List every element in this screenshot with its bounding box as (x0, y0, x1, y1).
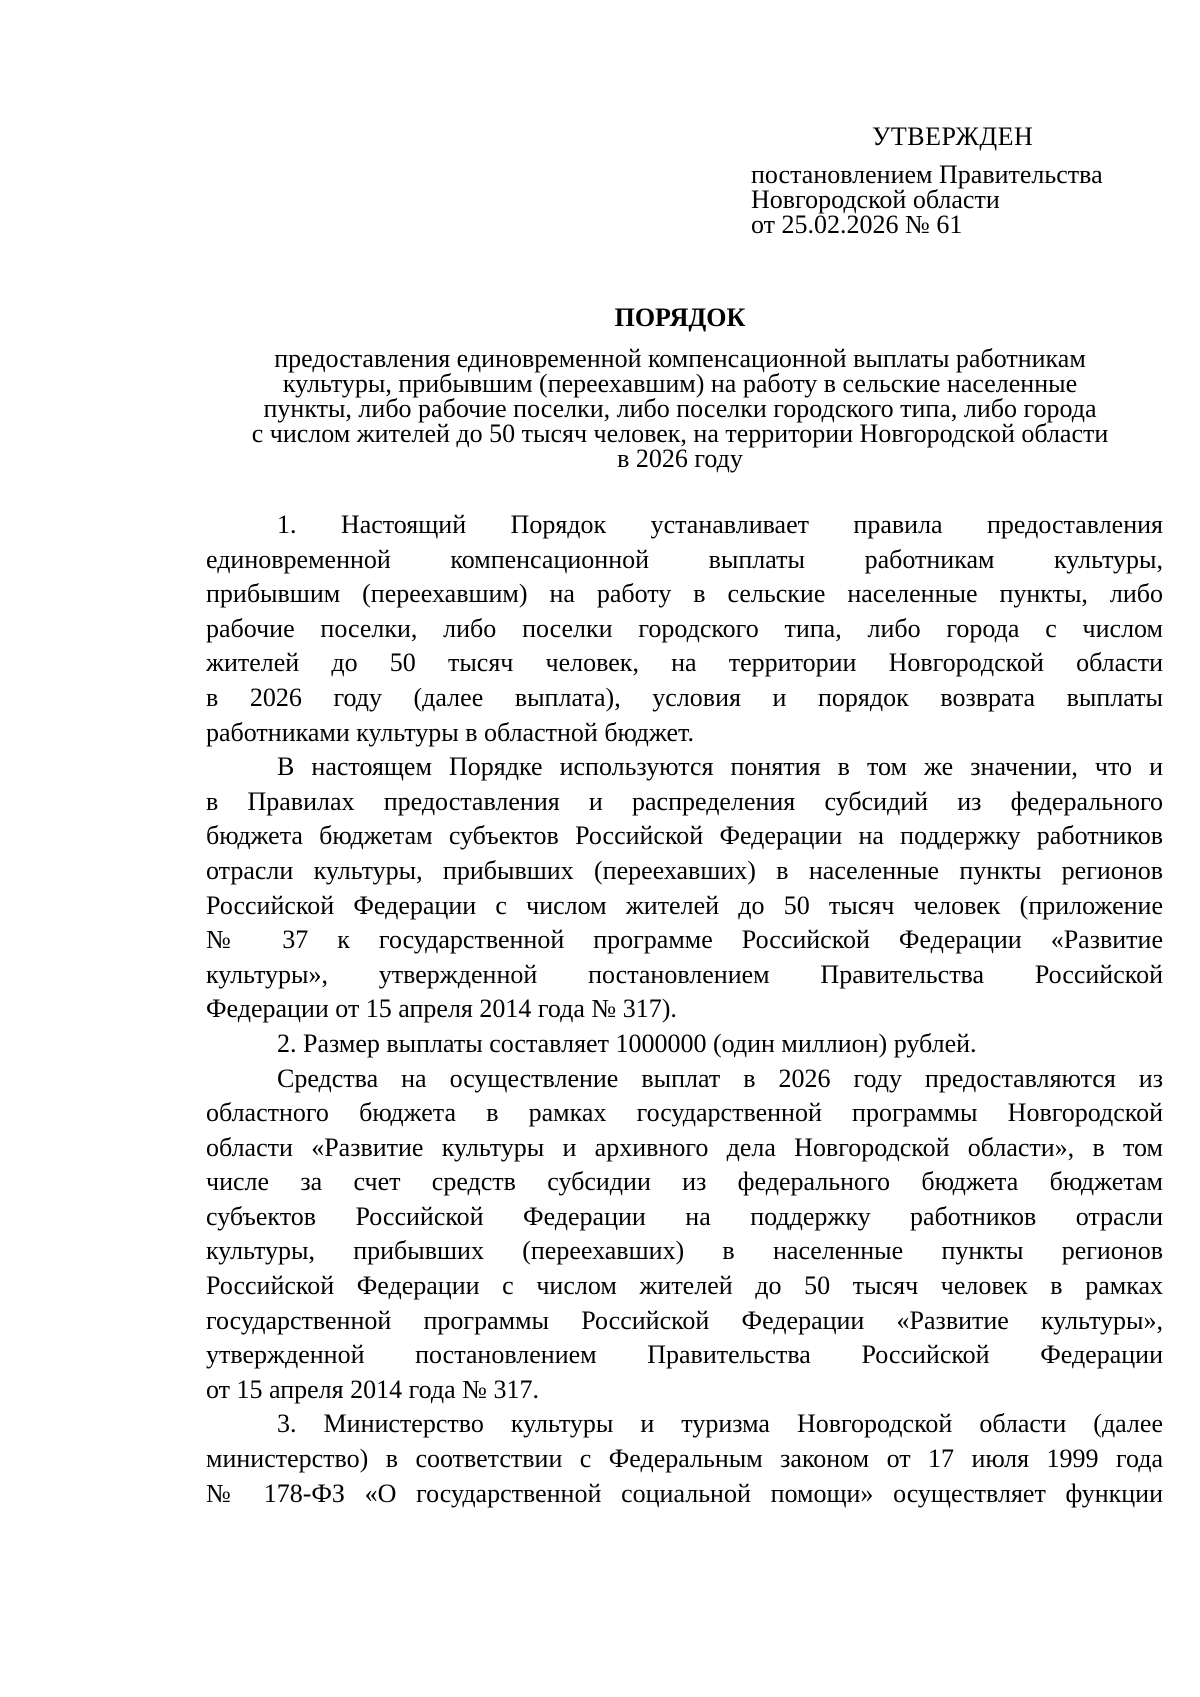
text-line: 1. Настоящий Порядок устанавливает правила предоставления (277, 510, 1163, 539)
text-line: Российской Федерации с числом жителей до 50 тысяч человек в рамках (206, 1271, 1163, 1301)
text-line: областного бюджета в рамках государственной программы Новгородской (206, 1098, 1163, 1128)
text-line: работниками культуры в областной бюджет. (206, 717, 694, 747)
text-line: министерство) в соответствии с Федеральным законом от 17 июля 1999 года (206, 1444, 1163, 1474)
text-line: № 178-ФЗ «О государственной социальной помощи» осуществляет функции (206, 1478, 1163, 1508)
text-line: субъектов Российской Федерации на поддержку работников отрасли (206, 1201, 1163, 1231)
text-line: Российской Федерации с числом жителей до 50 тысяч человек (приложение (206, 890, 1163, 920)
paragraph-2 (206, 1027, 1163, 1062)
text-line: прибывшим (переехавшим) на работу в сельские населенные пункты, либо (206, 579, 1163, 609)
text-line: в Правилах предоставления и распределения субсидий из федерального (206, 786, 1163, 816)
document-body (206, 508, 1163, 1511)
text-line: культуры», утвержденной постановлением Правительства Российской (206, 959, 1163, 989)
text-line: от 15 апреля 2014 года № 317. (206, 1374, 539, 1404)
paragraph-3 (206, 1407, 1163, 1511)
approval-line-1: постановлением Правительства (751, 160, 1103, 189)
text-line: единовременной компенсационной выплаты работникам культуры, (206, 544, 1163, 574)
document-subtitle (200, 346, 1160, 471)
subtitle-line: культуры, прибывшим (переехавшим) на работу в сельские населенные (282, 369, 1078, 398)
subtitle-line: предоставления единовременной компенсационной выплаты работникам (274, 344, 1086, 373)
paragraph-definitions (206, 750, 1163, 1027)
text-line: № 37 к государственной программе Российской Федерации «Развитие (206, 925, 1163, 955)
text-line: рабочие поселки, либо поселки городского типа, либо города с числом (206, 613, 1163, 643)
approval-details (751, 162, 1103, 237)
text-line: утвержденной постановлением Правительства Российской Федерации (206, 1340, 1163, 1370)
approval-line-2: Новгородской области (751, 185, 1000, 214)
text-line: в 2026 году (далее выплата), условия и порядок возврата выплаты (206, 682, 1163, 712)
subtitle-line: пункты, либо рабочие поселки, либо поселки городского типа, либо города (263, 394, 1097, 423)
approval-date-number: от 25.02.2026 № 61 (751, 210, 963, 239)
text-line: Средства на осуществление выплат в 2026 году предоставляются из (277, 1063, 1163, 1093)
document-title: ПОРЯДОК (614, 303, 746, 332)
approval-stamp-title: УТВЕРЖДЕН (872, 122, 1034, 151)
text-line: 3. Министерство культуры и туризма Новгородской области (далее (277, 1409, 1163, 1439)
text-line: 2. Размер выплаты составляет 1000000 (один миллион) рублей. (277, 1028, 977, 1058)
paragraph-funding (206, 1062, 1163, 1408)
subtitle-line: в 2026 году (617, 444, 743, 473)
subtitle-line: с числом жителей до 50 тысяч человек, на территории Новгородской области (251, 419, 1109, 448)
text-line: отрасли культуры, прибывших (переехавших) в населенные пункты регионов (206, 855, 1163, 885)
paragraph-1 (206, 508, 1163, 750)
text-line: государственной программы Российской Федерации «Развитие культуры», (206, 1305, 1163, 1335)
text-line: бюджета бюджетам субъектов Российской Федерации на поддержку работников (206, 821, 1163, 851)
text-line: числе за счет средств субсидии из федерального бюджета бюджетам (206, 1167, 1163, 1197)
text-line: жителей до 50 тысяч человек, на территории Новгородской области (206, 648, 1163, 678)
text-line: области «Развитие культуры и архивного дела Новгородской области», в том (206, 1132, 1163, 1162)
text-line: В настоящем Порядке используются понятия в том же значении, что и (277, 752, 1163, 782)
text-line: культуры, прибывших (переехавших) в населенные пункты регионов (206, 1236, 1163, 1266)
text-line: Федерации от 15 апреля 2014 года № 317). (206, 994, 677, 1024)
